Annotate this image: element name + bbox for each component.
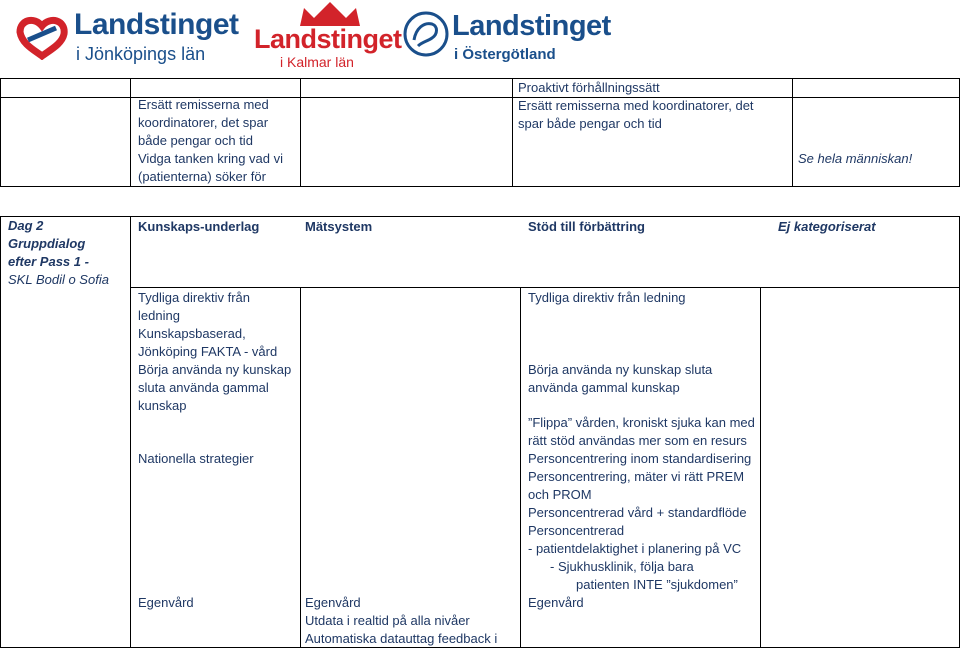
col2-line: Automatiska datauttag feedback i bbox=[305, 631, 498, 646]
col1-egenvard: Egenvård bbox=[138, 595, 194, 610]
day-label-line: Dag 2 bbox=[8, 218, 44, 233]
col3-personcentrering bbox=[528, 450, 751, 594]
col3-egenvard: Egenvård bbox=[528, 595, 584, 610]
top-right-line: Ersätt remisserna med koordinatorer, det bbox=[518, 98, 754, 113]
top-left-line: både pengar och tid bbox=[138, 133, 253, 148]
column-header-stod: Stöd till förbättring bbox=[528, 219, 645, 234]
logo-jonkoping-sub: i Jönköpings län bbox=[76, 44, 206, 64]
day-label bbox=[8, 217, 89, 271]
top-right-line: spar både pengar och tid bbox=[518, 116, 662, 131]
col3-line: Börja använda ny kunskap sluta bbox=[528, 362, 713, 377]
col2-block bbox=[305, 594, 497, 648]
logo-ostergotland bbox=[400, 4, 610, 68]
col1-line: ledning bbox=[138, 308, 180, 323]
col2-line: Utdata i realtid på alla nivåer bbox=[305, 613, 470, 628]
col2-line: Egenvård bbox=[305, 595, 361, 610]
logo-kalmar-name: Landstinget bbox=[254, 24, 402, 54]
day-label-line: efter Pass 1 - bbox=[8, 254, 89, 269]
col3-direktiv: Tydliga direktiv från ledning bbox=[528, 290, 686, 305]
col1-line: sluta använda gammal bbox=[138, 380, 269, 395]
col3-line: - patientdelaktighet i planering på VC bbox=[528, 541, 742, 556]
heart-logo-icon bbox=[12, 10, 72, 60]
col3-line: Personcentrering inom standardisering bbox=[528, 451, 752, 466]
col1-line: Börja använda ny kunskap bbox=[138, 362, 292, 377]
top-left-line: (patienterna) söker för bbox=[138, 169, 266, 184]
col3-line: Personcentrering, mäter vi rätt PREM bbox=[528, 469, 745, 484]
column-header-ej-kategoriserat: Ej kategoriserat bbox=[778, 219, 876, 234]
col1-line: kunskap bbox=[138, 398, 187, 413]
logo-ostergotland-name: Landstinget bbox=[452, 10, 611, 42]
day-label-line: Gruppdialog bbox=[8, 236, 86, 251]
top-left-cell bbox=[138, 96, 283, 186]
col3-line: rätt stöd användas mer som en resurs bbox=[528, 433, 747, 448]
col1-line: Jönköping FAKTA - vård bbox=[138, 344, 278, 359]
top-right-cell bbox=[518, 79, 754, 133]
col3-line: ”Flippa” vården, kroniskt sjuka kan med bbox=[528, 415, 755, 430]
col1-line: Kunskapsbaserad, bbox=[138, 326, 246, 341]
col3-line: Personcentrerad vård + standardflöde bbox=[528, 505, 747, 520]
col1-line: Tydliga direktiv från bbox=[138, 290, 250, 305]
logo-jonkoping bbox=[8, 4, 238, 68]
logo-kalmar-sub: i Kalmar län bbox=[280, 54, 354, 70]
top-left-line: Vidga tanken kring vad vi bbox=[138, 151, 284, 166]
logo-jonkoping-name: Landstinget bbox=[74, 8, 239, 41]
logo-ostergotland-sub: i Östergötland bbox=[454, 46, 556, 63]
col3-line: och PROM bbox=[528, 487, 592, 502]
col1-nationella: Nationella strategier bbox=[138, 451, 254, 466]
top-left-line: Ersätt remisserna med bbox=[138, 97, 269, 112]
top-note: Se hela människan! bbox=[798, 151, 913, 166]
col3-ny-kunskap bbox=[528, 361, 712, 397]
griffin-logo-icon bbox=[402, 10, 450, 58]
col1-block bbox=[138, 289, 291, 415]
top-right-line: Proaktivt förhållningssätt bbox=[518, 80, 660, 95]
col3-line: - Sjukhusklinik, följa bara bbox=[550, 559, 694, 574]
logo-kalmar bbox=[250, 0, 402, 72]
column-header-kunskaps: Kunskaps-underlag bbox=[138, 219, 260, 234]
column-header-matsystem: Mätsystem bbox=[305, 219, 373, 234]
col3-line: patienten INTE ”sjukdomen” bbox=[576, 577, 738, 592]
top-left-line: koordinatorer, det spar bbox=[138, 115, 269, 130]
col3-flippa bbox=[528, 414, 755, 450]
day-sub-label: SKL Bodil o Sofia bbox=[8, 272, 109, 287]
col3-line: Personcentrerad bbox=[528, 523, 625, 538]
col3-line: använda gammal kunskap bbox=[528, 380, 680, 395]
